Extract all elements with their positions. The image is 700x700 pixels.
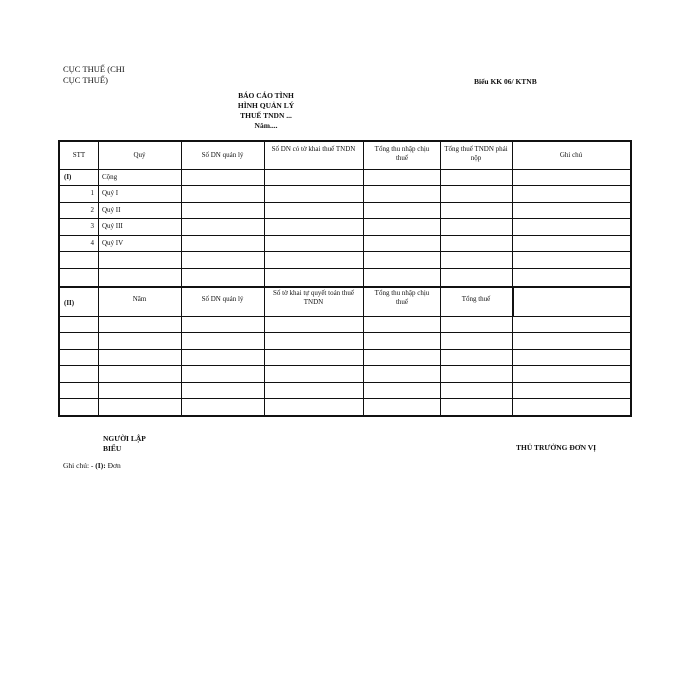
- col-divider-section2: [512, 288, 514, 316]
- header-total-taxable-income: Tổng thu nhập chịu thuế: [374, 145, 430, 162]
- row-divider: [60, 235, 630, 236]
- row-divider: [60, 251, 630, 252]
- header-total-cit-payable: Tổng thuế TNDN phải nộp: [444, 145, 508, 162]
- row-divider: [60, 365, 630, 366]
- title-line-4: Năm....: [254, 121, 278, 130]
- title-line-2: HÌNH QUẢN LÝ: [237, 101, 295, 110]
- agency-name: [63, 64, 173, 86]
- row-label: Quý I: [102, 189, 119, 197]
- col-divider: [98, 142, 99, 415]
- header-total-tax: Tổng thuế: [461, 295, 491, 303]
- header-managed-enterprises: Số DN quản lý: [201, 151, 244, 159]
- footnote-text: Đơn: [105, 461, 121, 470]
- col-divider: [440, 142, 441, 415]
- header-quarter: Quý: [133, 151, 146, 159]
- header-year: Năm: [132, 295, 147, 303]
- row-divider: [60, 332, 630, 333]
- row-stt: 2: [90, 206, 94, 214]
- agency-line-2: CỤC THUẾ): [63, 75, 108, 85]
- report-table: [58, 140, 632, 417]
- row-divider: [60, 268, 630, 269]
- footnote-prefix: Ghi chú: -: [63, 461, 96, 470]
- row-stt: (I): [64, 173, 72, 181]
- row-label: Quý III: [102, 222, 123, 230]
- row-stt: 4: [90, 239, 94, 247]
- row-divider: [60, 169, 630, 170]
- row-divider: [60, 349, 630, 350]
- col-divider: [264, 142, 265, 415]
- head-of-unit-signature: THỦ TRƯỞNG ĐƠN VỊ: [516, 443, 597, 452]
- row-divider: [60, 202, 630, 203]
- row-divider: [60, 398, 630, 399]
- col-divider: [181, 142, 182, 415]
- row-divider: [60, 382, 630, 383]
- preparer-line-1: NGƯỜI LẬP: [103, 434, 146, 443]
- section-2-label: (II): [64, 299, 75, 307]
- header-enterprises-with-declaration: Số DN có tờ khai thuế TNDN: [271, 145, 356, 153]
- row-stt: 3: [90, 222, 94, 230]
- row-divider: [60, 218, 630, 219]
- form-code: Biểu KK 06/ KTNB: [474, 77, 537, 86]
- row-label: Quý IV: [102, 239, 124, 247]
- preparer-line-2: BIỂU: [103, 444, 122, 453]
- header-total-taxable-income-2: Tổng thu nhập chịu thuế: [374, 289, 430, 306]
- header-self-settlement-declarations: Số tờ khai tự quyết toán thuế TNDN: [273, 289, 354, 306]
- row-label: Quý II: [102, 206, 121, 214]
- title-line-3: THUẾ TNDN ...: [240, 111, 292, 120]
- col-divider: [512, 142, 513, 288]
- footnote-marker: (I):: [95, 461, 106, 470]
- row-divider: [60, 185, 630, 186]
- header-stt: STT: [72, 151, 86, 159]
- agency-line-1: CỤC THUẾ (CHI: [63, 64, 125, 74]
- col-divider: [363, 142, 364, 415]
- report-title: [226, 91, 306, 131]
- row-stt: 1: [90, 189, 94, 197]
- header-managed-enterprises-2: Số DN quản lý: [201, 295, 244, 303]
- section-divider: [60, 286, 630, 288]
- title-line-1: BÁO CÁO TÌNH: [238, 91, 294, 100]
- footnote: [63, 461, 121, 470]
- row-label: Cộng: [102, 173, 118, 181]
- preparer-signature: [103, 434, 183, 454]
- header-notes: Ghi chú: [559, 151, 583, 159]
- row-divider: [60, 316, 630, 317]
